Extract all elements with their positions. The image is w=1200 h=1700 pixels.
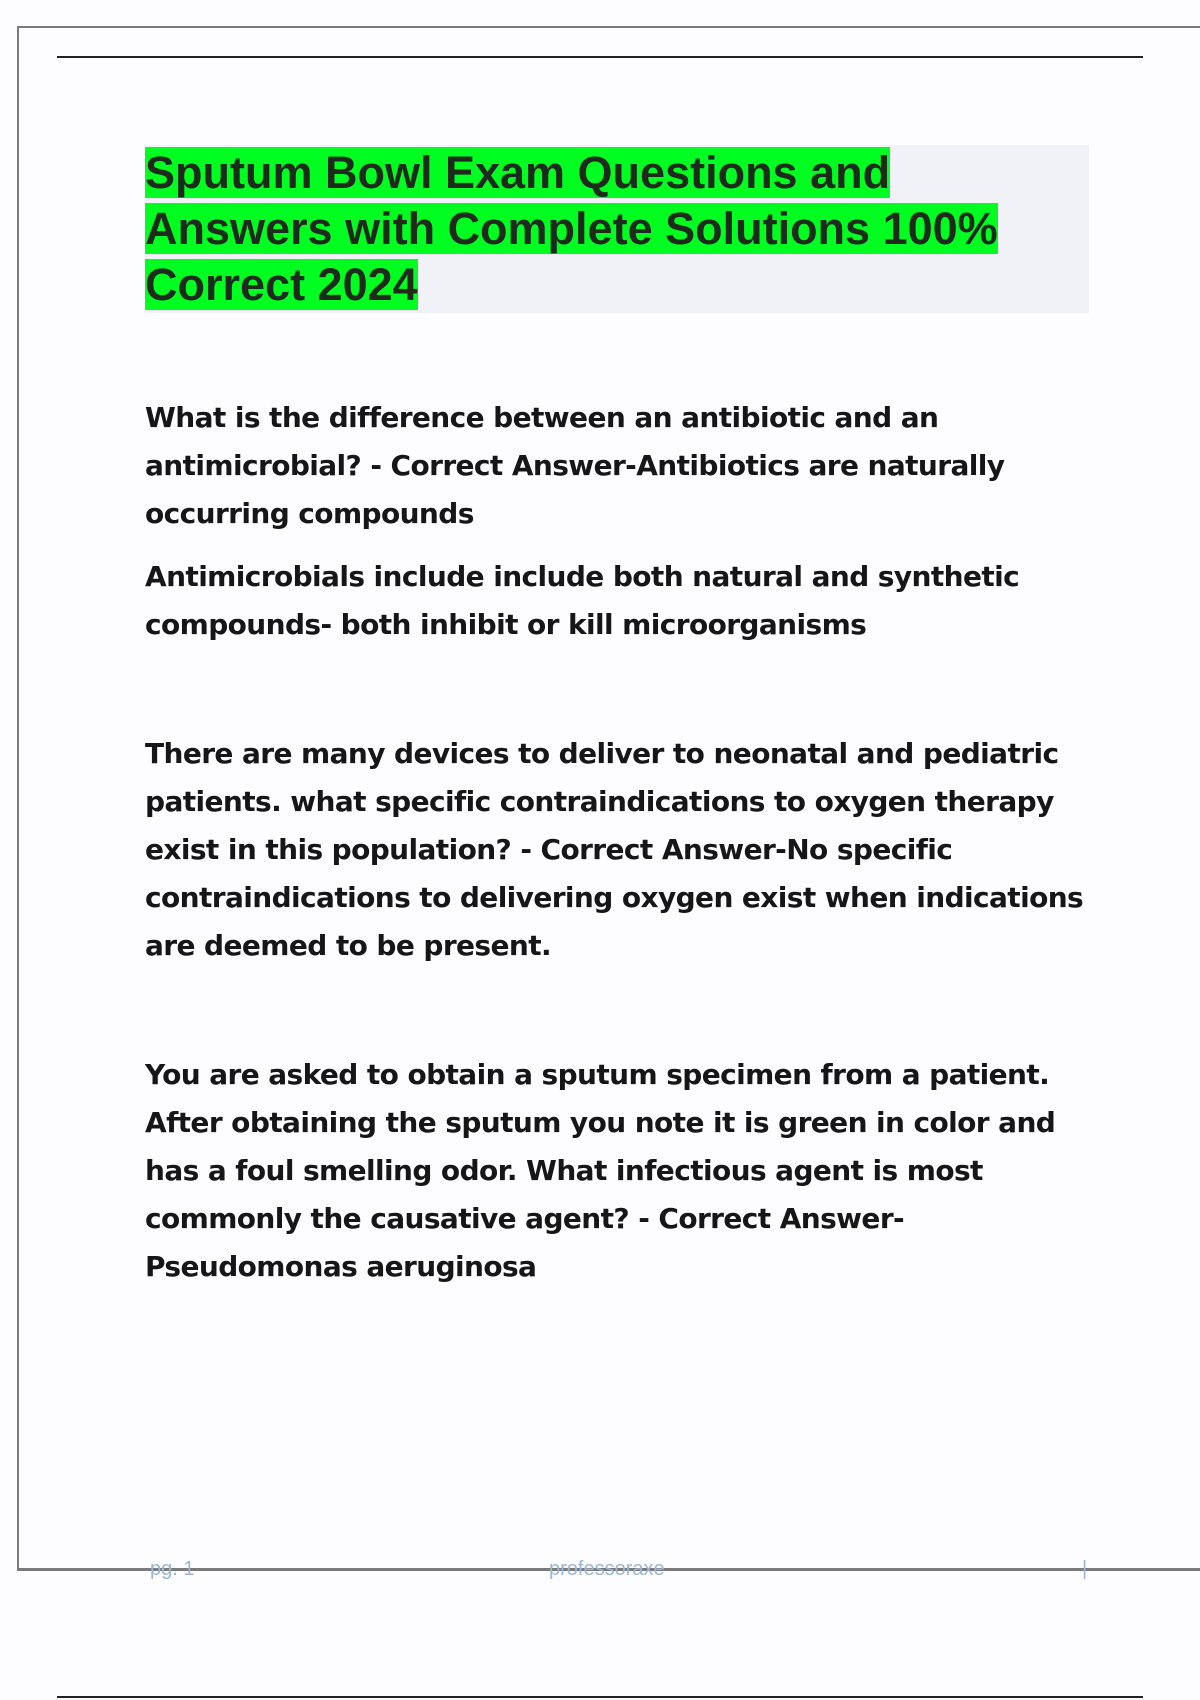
bottom-rule	[57, 1696, 1143, 1698]
qa-paragraph-3: There are many devices to deliver to neonatal and pediatric patients. what specific contraindications to oxygen therapy exist in this population? - Correct Answer-No specific contraindications to delivering oxygen exist when indications are deemed to be present.	[145, 737, 1084, 962]
title-block	[145, 145, 1089, 313]
title-highlight: Sputum Bowl Exam Questions and Answers with Complete Solutions 100% Correct 2024	[145, 147, 998, 310]
footer-author: professoraxe	[549, 1558, 665, 1580]
qa-paragraph-2: Antimicrobials include include both natural and synthetic compounds- both inhibit or kill microorganisms	[145, 560, 1020, 641]
document-title	[145, 145, 1085, 313]
qa-paragraph-4: You are asked to obtain a sputum specimen from a patient. After obtaining the sputum you note it is green in color and has a foul smelling odor. What infectious agent is most commonly the causative agent? - Correct Answer-Pseudomonas aeruginosa	[145, 1058, 1056, 1283]
header-rule	[57, 56, 1143, 58]
qa-paragraph-1: What is the difference between an antibiotic and an antimicrobial? - Correct Answer-Antibiotics are naturally occurring compounds	[145, 401, 1005, 530]
footer-page-number: pg. 1	[150, 1558, 195, 1580]
footer-marker: |	[1082, 1558, 1088, 1580]
